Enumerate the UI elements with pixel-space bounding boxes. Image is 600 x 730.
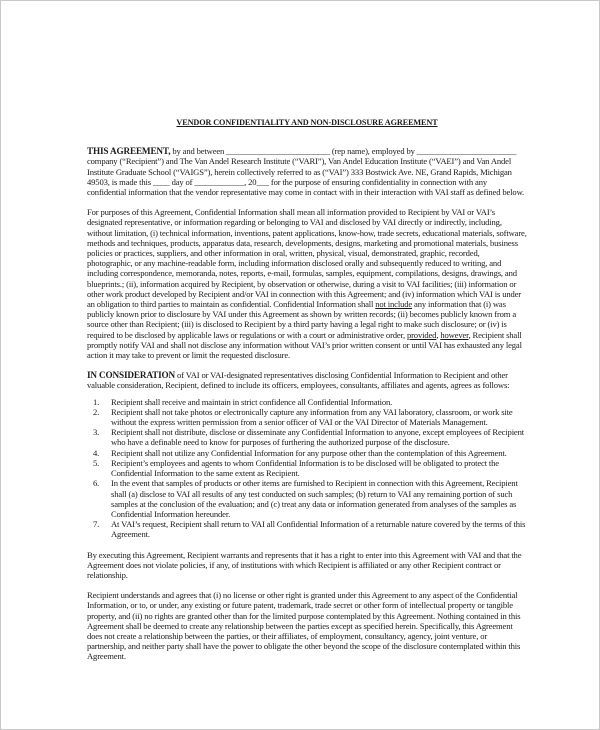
clause-number: 3.: [93, 427, 100, 438]
definition-comma: ,: [436, 329, 441, 340]
no-license-paragraph: Recipient understands and agrees that (i) no license or other right is granted under this Agreement to any aspect of the Confidential Information, or to, or under, any existing or future patent, trademark, trade secret or other form of intellectual property or tangible property, and (ii) no rights are granted other than for the limited purpose contemplated by this Agreement. Nothing contained in this Agreement shall be deemed to create any relationship between the parties except as specified herein. Specifically, this Agreement does not create a relationship between the parties, or their affiliates, of employment, consultancy, agency, joint venture, or partnership, and neither party shall have the power to obligate the other beyond the scope of the disclosure contemplated within this Agreement.: [87, 590, 521, 662]
clause-number: 6.: [93, 478, 100, 489]
clause-item: [93, 519, 527, 539]
document-title: VENDOR CONFIDENTIALITY AND NON-DISCLOSURE AGREEMENT: [176, 118, 438, 127]
warranty-paragraph: By executing this Agreement, Recipient warrants and represents that it has a right to enter into this Agreement with VAI and that the Agreement does not violate policies, if any, of institutions with which Recipient is affiliated or any other Recipient contract or relationship.: [87, 549, 522, 580]
consideration-paragraph: [87, 370, 527, 390]
clause-text: Recipient shall not utilize any Confidential Information for any purpose other than the contemplation of this Agreement.: [111, 447, 507, 458]
clause-text: Recipient shall receive and maintain in strict confidence all Confidential Information.: [111, 396, 393, 407]
definition-part2: any information that (i) was publicly known prior to disclosure by VAI under this Agreement as shown by written records; (ii) becomes publicly known from a source other than Recipient; (iii) is disclosed to Recipient by a third party having a legal right to make such disclosure; or (iv) is required to be disclosed by applicable laws or regulations or with a court or administrative order,: [87, 299, 517, 340]
clause-item: [93, 478, 527, 519]
clause-number: 7.: [93, 519, 100, 530]
clause-number: 4.: [93, 447, 100, 458]
definition-paragraph: [87, 207, 527, 360]
definition-part1: For purposes of this Agreement, Confidential Information shall mean all information provided to Recipient by VAI or VAI’s designated representative, or information regarding or belonging to VAI and disclosed by VAI directly or indirectly, including, without limitation, (i) technical information, inventions, patent applications, know-how, trade secrets, educational materials, software, methods and techniques, products, apparatus data, research, developments, designs, marketing and promotional materials, business policies or practices, suppliers, and other information in oral, written, physical, visual, demonstrated, graphic, recorded, photographic, or any machine-readable form, including information disclosed orally and subsequently reduced to writing, and including correspondence, memoranda, notes, reports, e-mail, formulas, samples, equipment, compilations, designs, drawings, and blueprints.; (ii), information acquired by Recipient, by observation or otherwise, during a visit to VAI facilities; (iii) information or other work product developed by Recipient and/or VAI in connection with this Agreement; and (iv) information which VAI is under an obligation to third parties to maintain as confidential. Confidential Information shall: [87, 207, 527, 310]
clause-number: 2.: [93, 406, 100, 417]
clause-text: At VAI’s request, Recipient shall return to VAI all Confidential Information of a returnable nature covered by the terms of this Agreement.: [111, 519, 526, 540]
however-term: however: [440, 329, 469, 340]
clause-item: [93, 407, 527, 427]
clause-text: Recipient’s employees and agents to whom Confidential Information is to be disclosed will be obligated to protect the Confidential Information to the same extent as Recipient.: [111, 457, 499, 479]
clause-number: 5.: [93, 457, 100, 468]
intro-text: by and between _________________________ (rep name), employed by ________________________ company (“Recipient”) and The Van Andel Research Institute (“VARI”), Van Andel Education Institute (“VAEI”) and Van Andel Institute Graduate School (“VAIGS”), herein collectively referred to as (“VAI”) 333 Bostwick Ave. NE, Grand Rapids, Michigan 49503, is made this ____ day of ____________, 20___ for the purpose of ensuring confidentiality in connection with any confidential information that the vendor representative may come in contact with in their interaction with VAI staff as defined below.: [87, 146, 525, 198]
clause-item: [93, 427, 527, 447]
intro-paragraph: [87, 146, 527, 197]
clause-text: Recipient shall not distribute, disclose or disseminate any Confidential Information to anyone, except employees of Recipient who have a definable need to know for purposes of furthering the authorized purpose of the disclosure.: [111, 427, 524, 448]
definition-part3: , Recipient shall promptly notify VAI and shall not disclose any information without VAI’s prior written consent or until VAI has exhausted any legal action it may take to prevent or limit the requested disclosure.: [87, 329, 522, 361]
clause-item: [93, 448, 527, 458]
provided-term: provided: [406, 329, 437, 340]
clause-item: [93, 458, 527, 478]
clause-number: 1.: [93, 396, 100, 407]
document-body: [87, 118, 527, 672]
intro-lead: THIS AGREEMENT,: [87, 146, 171, 157]
clause-text: In the event that samples of products or other items are furnished to Recipient in connection with this Agreement, Recipient shall (a) disclose to VAI all results of any test conducted on such samples; (b) return to VAI any remaining portion of such samples at the conclusion of the evaluation; and (c) treat any data or information generated from analyses of the samples as Confidential Information hereunder.: [111, 478, 518, 519]
consideration-text: of VAI or VAI-designated representatives disclosing Confidential Information to Recipient and other valuable consideration, Recipient, defined to include its officers, employees, consultants, affiliates and agents, agrees as follows:: [87, 370, 510, 391]
consideration-lead: IN CONSIDERATION: [87, 370, 176, 381]
clause-text: Recipient shall not take photos or electronically capture any information from any VAI laboratory, classroom, or work site without the express written permission from a senior officer of VAI or the VAI Director of Materials Management.: [111, 406, 513, 428]
clause-list: [87, 397, 527, 540]
clause-item: [93, 397, 527, 407]
not-include-term: not include: [375, 299, 413, 310]
